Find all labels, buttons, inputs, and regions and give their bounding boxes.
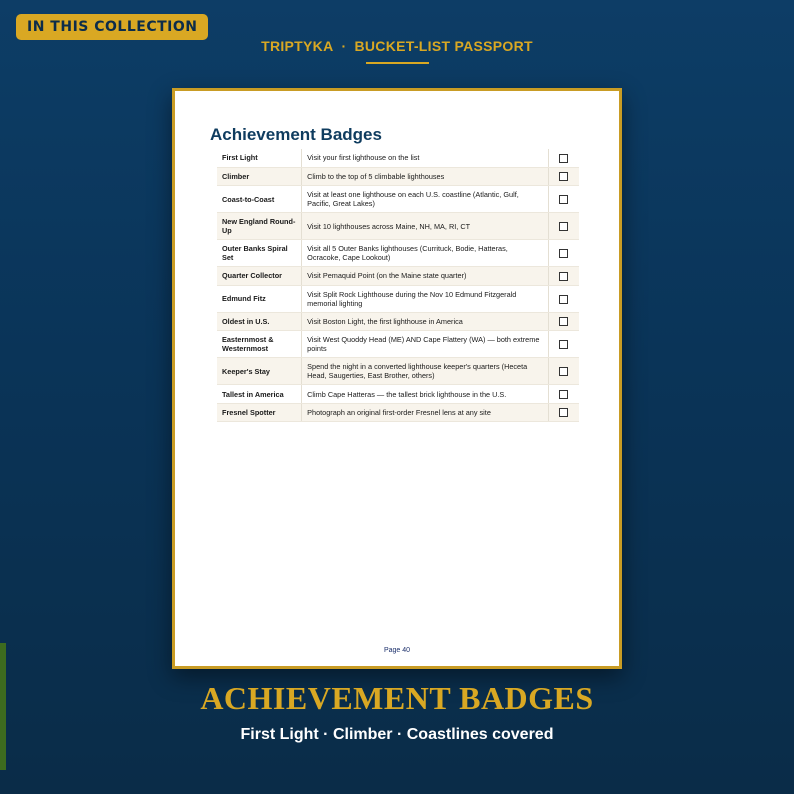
badge-name: Edmund Fitz <box>217 285 302 312</box>
badge-row <box>217 213 579 240</box>
badge-checkbox-cell <box>548 285 579 312</box>
badge-description: Visit Pemaquid Point (on the Maine state quarter) <box>302 267 548 286</box>
badge-description: Visit your first lighthouse on the list <box>302 149 548 167</box>
badge-checkbox-cell <box>548 312 579 331</box>
side-accent-bar <box>0 643 6 770</box>
kicker-separator: · <box>341 38 347 54</box>
page-title: Achievement Badges <box>210 125 382 144</box>
badge-row <box>217 312 579 331</box>
kicker-underline <box>366 62 429 64</box>
badge-row <box>217 267 579 286</box>
collection-badge: IN THIS COLLECTION <box>16 14 208 40</box>
badge-checkbox-cell <box>548 213 579 240</box>
badge-row <box>217 186 579 213</box>
badge-row <box>217 149 579 167</box>
badge-name: Oldest in U.S. <box>217 312 302 331</box>
badge-checkbox[interactable] <box>559 222 568 231</box>
badge-description: Visit Boston Light, the first lighthouse in America <box>302 312 548 331</box>
footer-title: ACHIEVEMENT BADGES <box>200 680 594 716</box>
badge-row <box>217 385 579 404</box>
badge-name: Tallest in America <box>217 385 302 404</box>
badge-checkbox-cell <box>548 267 579 286</box>
badge-checkbox-cell <box>548 149 579 167</box>
page-number: Page 40 <box>383 647 411 654</box>
product-kicker <box>0 38 794 54</box>
badge-checkbox[interactable] <box>559 367 568 376</box>
badge-name: Climber <box>217 167 302 186</box>
badge-checkbox[interactable] <box>559 317 568 326</box>
badge-description: Visit 10 lighthouses across Maine, NH, MA, RI, CT <box>302 213 548 240</box>
badge-name: Outer Banks Spiral Set <box>217 240 302 267</box>
badge-checkbox-cell <box>548 186 579 213</box>
badge-checkbox-cell <box>548 240 579 267</box>
badge-checkbox[interactable] <box>559 195 568 204</box>
badge-checkbox[interactable] <box>559 295 568 304</box>
document-page <box>172 88 622 669</box>
badge-row <box>217 331 579 358</box>
badge-checkbox-cell <box>548 167 579 186</box>
badge-row <box>217 240 579 267</box>
badge-description: Visit at least one lighthouse on each U.S. coastline (Atlantic, Gulf, Pacific, Great Lakes) <box>302 186 548 213</box>
product-name: BUCKET-LIST PASSPORT <box>354 38 533 54</box>
footer-subtitle: First Light · Climber · Coastlines covered <box>240 726 554 743</box>
badge-checkbox[interactable] <box>559 172 568 181</box>
badge-name: New England Round-Up <box>217 213 302 240</box>
badge-description: Visit Split Rock Lighthouse during the Nov 10 Edmund Fitzgerald memorial lighting <box>302 285 548 312</box>
badge-checkbox-cell <box>548 358 579 385</box>
badge-name: Fresnel Spotter <box>217 403 302 422</box>
badge-checkbox-cell <box>548 331 579 358</box>
badge-row <box>217 358 579 385</box>
badge-checkbox[interactable] <box>559 249 568 258</box>
badge-checkbox[interactable] <box>559 154 568 163</box>
badge-name: First Light <box>217 149 302 167</box>
badge-description: Climb to the top of 5 climbable lighthouses <box>302 167 548 186</box>
badge-name: Easternmost & Westernmost <box>217 331 302 358</box>
badge-table <box>217 149 579 422</box>
badge-description: Spend the night in a converted lighthouse keeper's quarters (Heceta Head, Saugerties, East Brother, others) <box>302 358 548 385</box>
badge-checkbox[interactable] <box>559 272 568 281</box>
badge-description: Climb Cape Hatteras — the tallest brick lighthouse in the U.S. <box>302 385 548 404</box>
badge-checkbox-cell <box>548 403 579 422</box>
badge-checkbox-cell <box>548 385 579 404</box>
badge-name: Coast-to-Coast <box>217 186 302 213</box>
brand-name: TRIPTYKA <box>261 38 334 54</box>
badge-row <box>217 167 579 186</box>
badge-checkbox[interactable] <box>559 340 568 349</box>
badge-row <box>217 403 579 422</box>
badge-checkbox[interactable] <box>559 390 568 399</box>
badge-description: Photograph an original first-order Fresnel lens at any site <box>302 403 548 422</box>
badge-name: Keeper's Stay <box>217 358 302 385</box>
badge-name: Quarter Collector <box>217 267 302 286</box>
badge-description: Visit all 5 Outer Banks lighthouses (Currituck, Bodie, Hatteras, Ocracoke, Cape Lookout) <box>302 240 548 267</box>
badge-description: Visit West Quoddy Head (ME) AND Cape Flattery (WA) — both extreme points <box>302 331 548 358</box>
badge-checkbox[interactable] <box>559 408 568 417</box>
badge-row <box>217 285 579 312</box>
